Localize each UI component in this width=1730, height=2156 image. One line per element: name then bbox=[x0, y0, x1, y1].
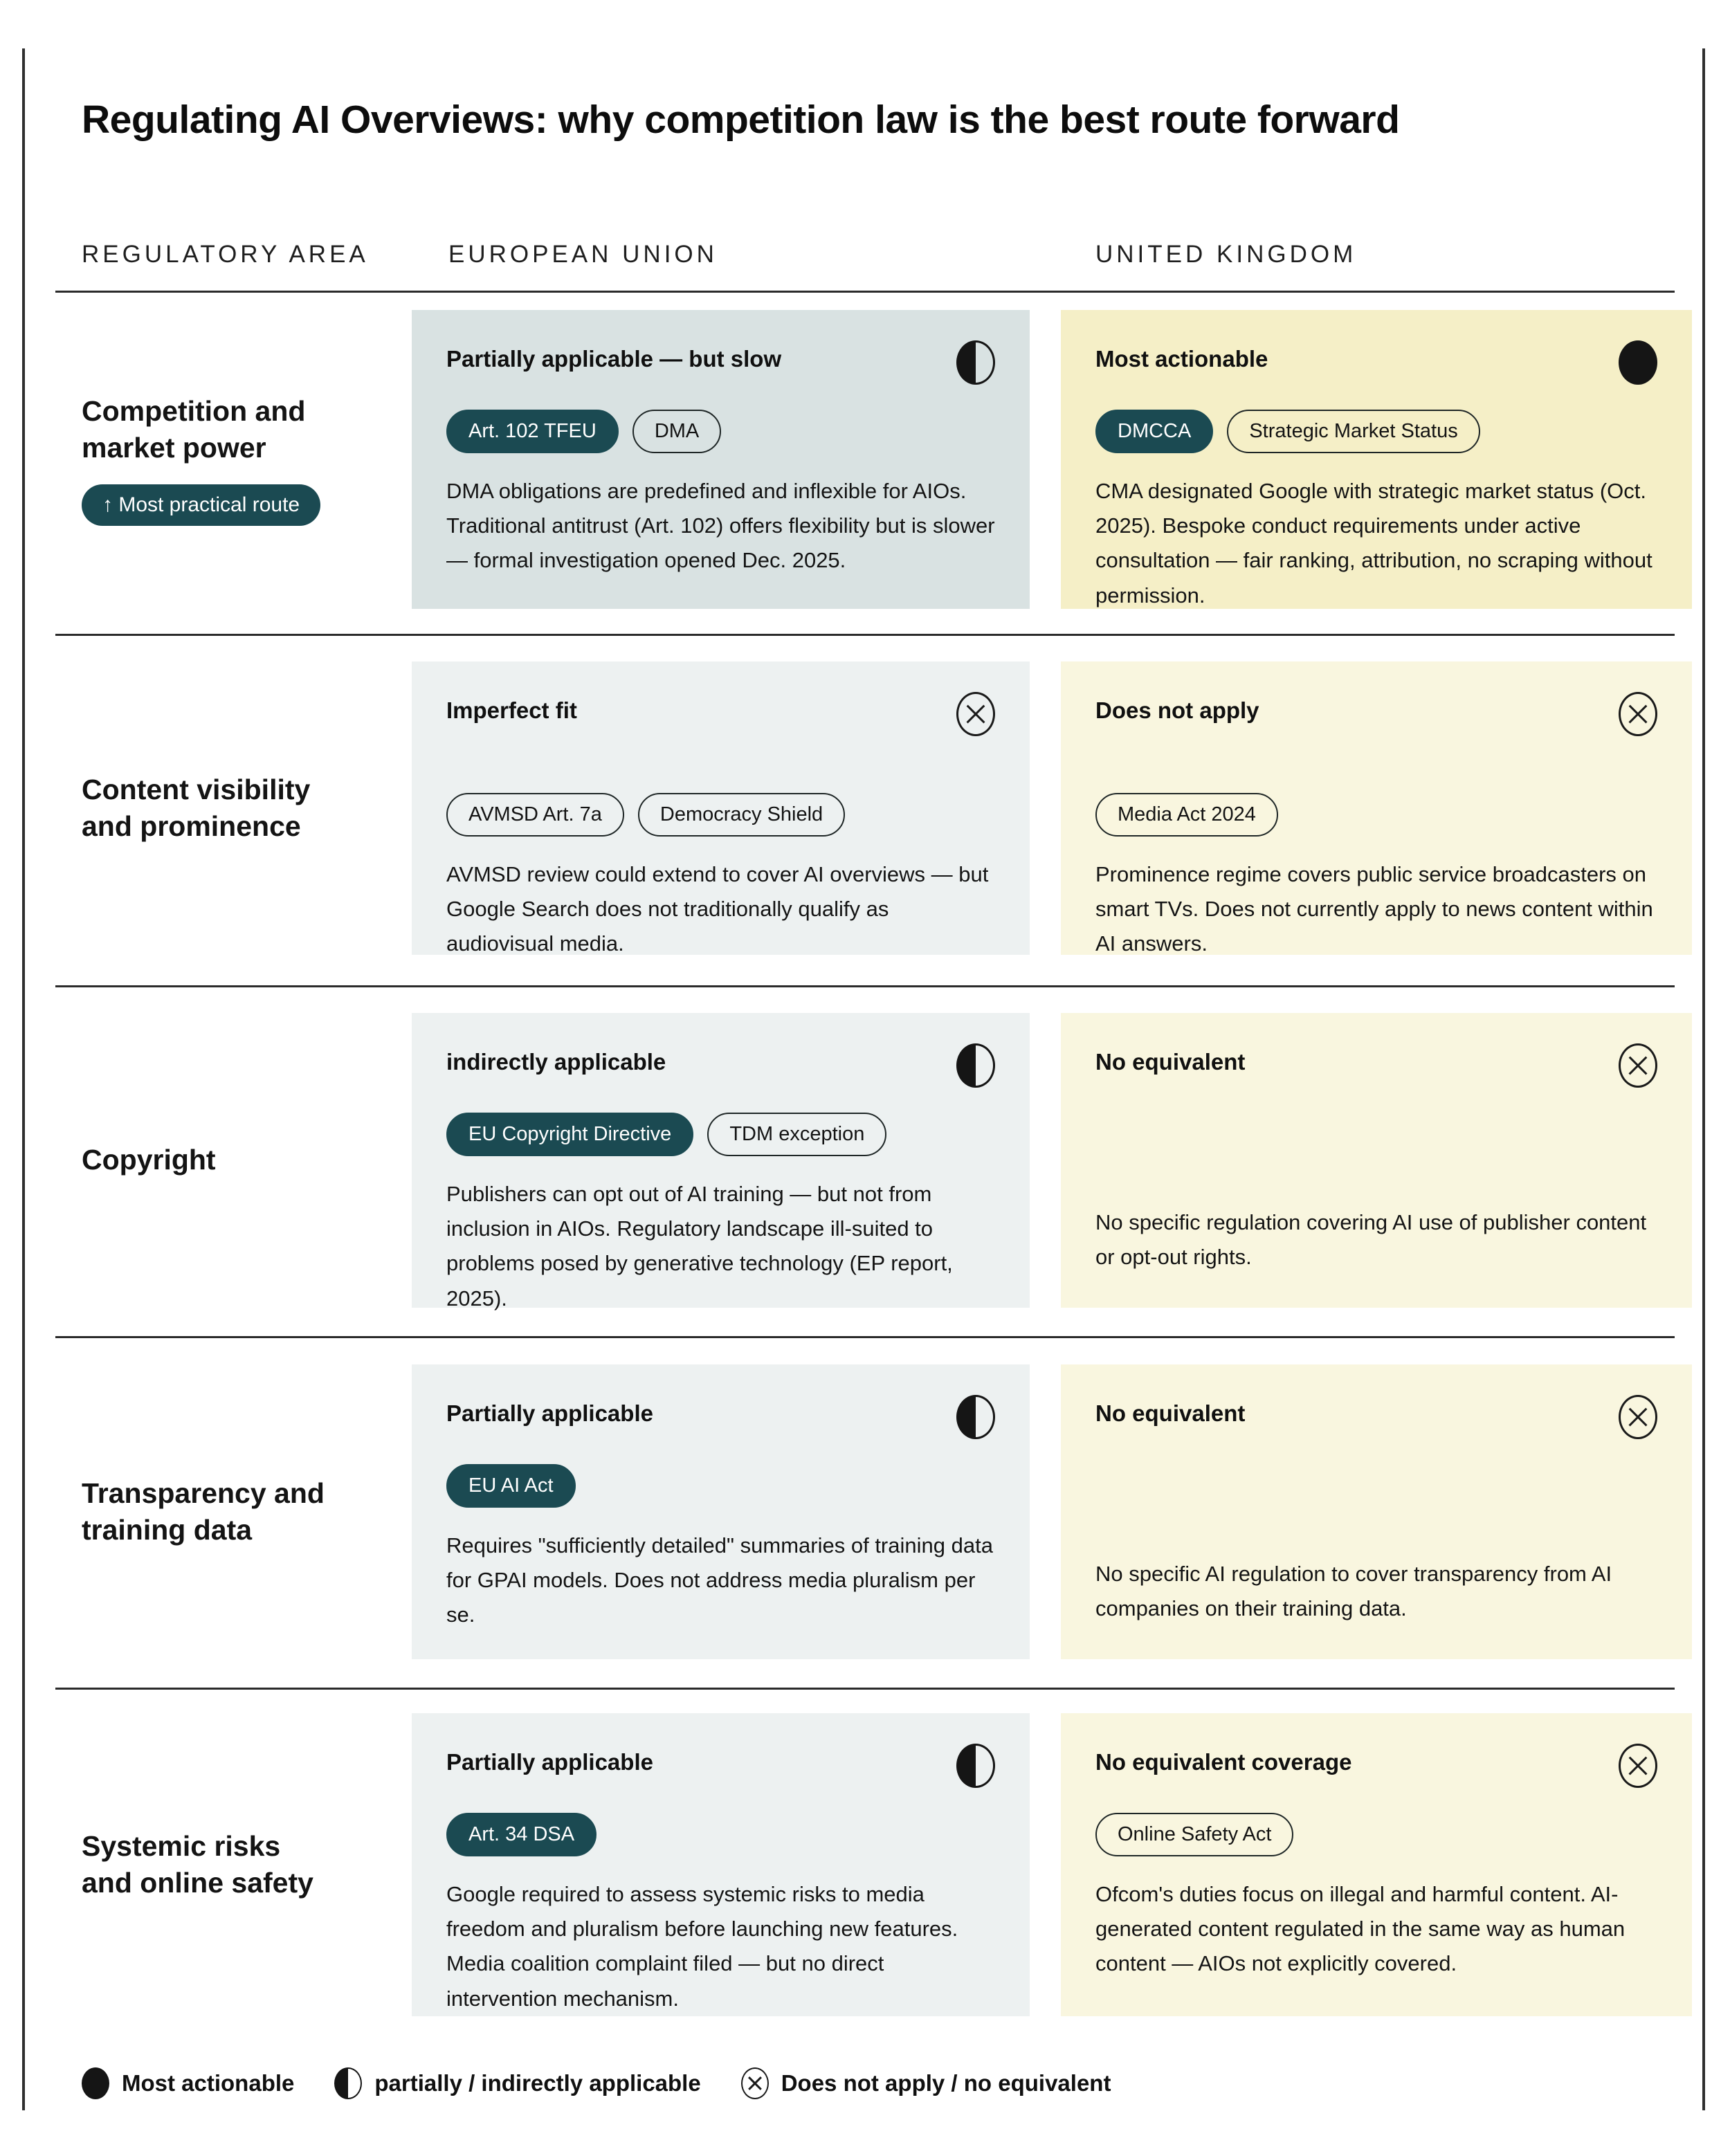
circle-cross-icon bbox=[741, 2067, 769, 2099]
circle-cross-icon bbox=[1619, 692, 1657, 736]
area-title-line2: training data bbox=[82, 1514, 253, 1546]
half-circle-icon bbox=[956, 1744, 995, 1788]
circle-cross-icon bbox=[1619, 1395, 1657, 1439]
area-title bbox=[82, 1828, 313, 1902]
area-competition-market-power bbox=[82, 310, 393, 609]
status-row bbox=[446, 1744, 995, 1788]
tag-pill: TDM exception bbox=[707, 1113, 886, 1156]
tag-pill: Online Safety Act bbox=[1095, 1813, 1293, 1856]
status-row bbox=[446, 1395, 995, 1439]
card-row4-eu bbox=[412, 1364, 1030, 1659]
tag-pill: AVMSD Art. 7a bbox=[446, 793, 624, 837]
legend-item-partially-applicable bbox=[334, 2067, 700, 2099]
area-title-line1: Copyright bbox=[82, 1144, 216, 1176]
card-row3-uk bbox=[1061, 1013, 1692, 1308]
card-body-text: Google required to assess systemic risks to media freedom and pluralism before launching new features. Media coalition complaint filed — but no direct intervention mechanism. bbox=[446, 1882, 958, 2011]
tag-list bbox=[1095, 410, 1657, 453]
tag-list bbox=[446, 1464, 995, 1508]
tag-list bbox=[1095, 1813, 1657, 1856]
status-row bbox=[1095, 692, 1657, 736]
legend-item-most-actionable bbox=[82, 2067, 294, 2099]
area-title bbox=[82, 771, 310, 846]
status-label: No equivalent coverage bbox=[1095, 1749, 1352, 1775]
card-body-text: No specific regulation covering AI use of publisher content or opt-out rights. bbox=[1095, 1209, 1647, 1269]
row-divider bbox=[55, 291, 1675, 293]
tag-list bbox=[1095, 793, 1657, 837]
card-body-text: AVMSD review could extend to cover AI overviews — but Google Search does not traditionally qualify as audiovisual media. bbox=[446, 862, 989, 956]
status-row bbox=[1095, 340, 1657, 385]
status-label: Partially applicable bbox=[446, 1749, 653, 1775]
tag-list bbox=[446, 1813, 995, 1856]
half-circle-icon bbox=[334, 2067, 362, 2099]
circle-cross-icon bbox=[1619, 1043, 1657, 1088]
status-label: Does not apply bbox=[1095, 697, 1259, 723]
area-title-line2: and prominence bbox=[82, 810, 301, 842]
area-title-line1: Systemic risks bbox=[82, 1829, 281, 1862]
status-row bbox=[446, 692, 995, 736]
tag-pill: DMCCA bbox=[1095, 410, 1213, 453]
left-frame-line bbox=[22, 48, 25, 2110]
filled-circle-icon bbox=[82, 2067, 109, 2099]
card-row2-uk bbox=[1061, 661, 1692, 955]
row-divider bbox=[55, 1336, 1675, 1338]
tag-list bbox=[446, 793, 995, 837]
card-body-text: Requires "sufficiently detailed" summaries of training data for GPAI models. Does not address media pluralism per se. bbox=[446, 1533, 993, 1627]
card-body-text: No specific AI regulation to cover transparency from AI companies on their training data. bbox=[1095, 1561, 1612, 1620]
tag-pill: EU AI Act bbox=[446, 1464, 576, 1508]
tag-list bbox=[446, 410, 995, 453]
card-body-text: Publishers can opt out of AI training — but not from inclusion in AIOs. Regulatory landscape ill-suited to problems posed by generative technology (EP report, 2025). bbox=[446, 1182, 953, 1310]
card-body-text: Prominence regime covers public service broadcasters on smart TVs. Does not currently apply to news content within AI answers. bbox=[1095, 862, 1653, 956]
status-label: Most actionable bbox=[1095, 346, 1268, 372]
half-circle-icon bbox=[956, 1043, 995, 1088]
status-label: No equivalent bbox=[1095, 1400, 1246, 1426]
card-row2-eu bbox=[412, 661, 1030, 955]
card-row1-uk bbox=[1061, 310, 1692, 609]
legend-label: Most actionable bbox=[122, 2070, 295, 2096]
circle-cross-icon bbox=[956, 692, 995, 736]
card-row5-eu bbox=[412, 1713, 1030, 2016]
area-systemic-risks-online-safety bbox=[82, 1713, 393, 2016]
row-divider bbox=[55, 985, 1675, 987]
page-title: Regulating AI Overviews: why competition law is the best route forward bbox=[82, 98, 1400, 143]
column-header-united-kingdom: UNITED KINGDOM bbox=[1095, 241, 1357, 268]
column-header-european-union: EUROPEAN UNION bbox=[448, 241, 718, 268]
most-practical-route-badge: ↑ Most practical route bbox=[82, 484, 320, 526]
tag-pill: DMA bbox=[632, 410, 721, 453]
status-label: indirectly applicable bbox=[446, 1049, 666, 1075]
area-title-line1: Content visibility bbox=[82, 773, 311, 805]
right-frame-line bbox=[1702, 48, 1705, 2110]
legend-label: Does not apply / no equivalent bbox=[781, 2070, 1111, 2096]
area-title bbox=[82, 1475, 325, 1549]
status-label: No equivalent bbox=[1095, 1049, 1246, 1075]
status-label: Imperfect fit bbox=[446, 697, 577, 723]
area-copyright bbox=[82, 1013, 393, 1308]
area-title-line1: Transparency and bbox=[82, 1477, 325, 1509]
status-row bbox=[446, 340, 995, 385]
area-title-line2: market power bbox=[82, 432, 266, 464]
tag-list bbox=[446, 1113, 995, 1156]
half-circle-icon bbox=[956, 340, 995, 385]
card-body-text: CMA designated Google with strategic market status (Oct. 2025). Bespoke conduct requirements under active consultation — fair ranking, attribution, no scraping without permission. bbox=[1095, 479, 1652, 607]
tag-pill: Media Act 2024 bbox=[1095, 793, 1278, 837]
status-row bbox=[1095, 1395, 1657, 1439]
card-row5-uk bbox=[1061, 1713, 1692, 2016]
row-divider bbox=[55, 634, 1675, 636]
filled-circle-icon bbox=[1619, 340, 1657, 385]
area-content-visibility bbox=[82, 661, 393, 955]
row-divider bbox=[55, 1688, 1675, 1690]
tag-pill: Democracy Shield bbox=[638, 793, 845, 837]
tag-pill: Art. 102 TFEU bbox=[446, 410, 619, 453]
card-row1-eu bbox=[412, 310, 1030, 609]
legend-item-does-not-apply bbox=[741, 2067, 1111, 2099]
card-body-text: DMA obligations are predefined and inflexible for AIOs. Traditional antitrust (Art. 102) offers flexibility but is slower — formal investigation opened Dec. 2025. bbox=[446, 479, 995, 573]
tag-pill: Art. 34 DSA bbox=[446, 1813, 597, 1856]
tag-pill: EU Copyright Directive bbox=[446, 1113, 693, 1156]
legend-label: partially / indirectly applicable bbox=[374, 2070, 701, 2096]
tag-pill: Strategic Market Status bbox=[1227, 410, 1479, 453]
area-title bbox=[82, 393, 305, 467]
area-title-line2: and online safety bbox=[82, 1867, 313, 1899]
card-row3-eu bbox=[412, 1013, 1030, 1308]
area-transparency-training-data bbox=[82, 1364, 393, 1659]
area-title-line1: Competition and bbox=[82, 394, 306, 427]
status-row bbox=[446, 1043, 995, 1088]
card-body-text: Ofcom's duties focus on illegal and harmful content. AI-generated content regulated in the same way as human content — AIOs not explicitly covered. bbox=[1095, 1882, 1626, 1976]
half-circle-icon bbox=[956, 1395, 995, 1439]
circle-cross-icon bbox=[1619, 1744, 1657, 1788]
card-row4-uk bbox=[1061, 1364, 1692, 1659]
status-row bbox=[1095, 1744, 1657, 1788]
status-row bbox=[1095, 1043, 1657, 1088]
legend bbox=[82, 2067, 1111, 2099]
status-label: Partially applicable — but slow bbox=[446, 346, 782, 372]
status-label: Partially applicable bbox=[446, 1400, 653, 1426]
column-header-regulatory-area: REGULATORY AREA bbox=[82, 241, 369, 268]
area-title bbox=[82, 1142, 216, 1178]
